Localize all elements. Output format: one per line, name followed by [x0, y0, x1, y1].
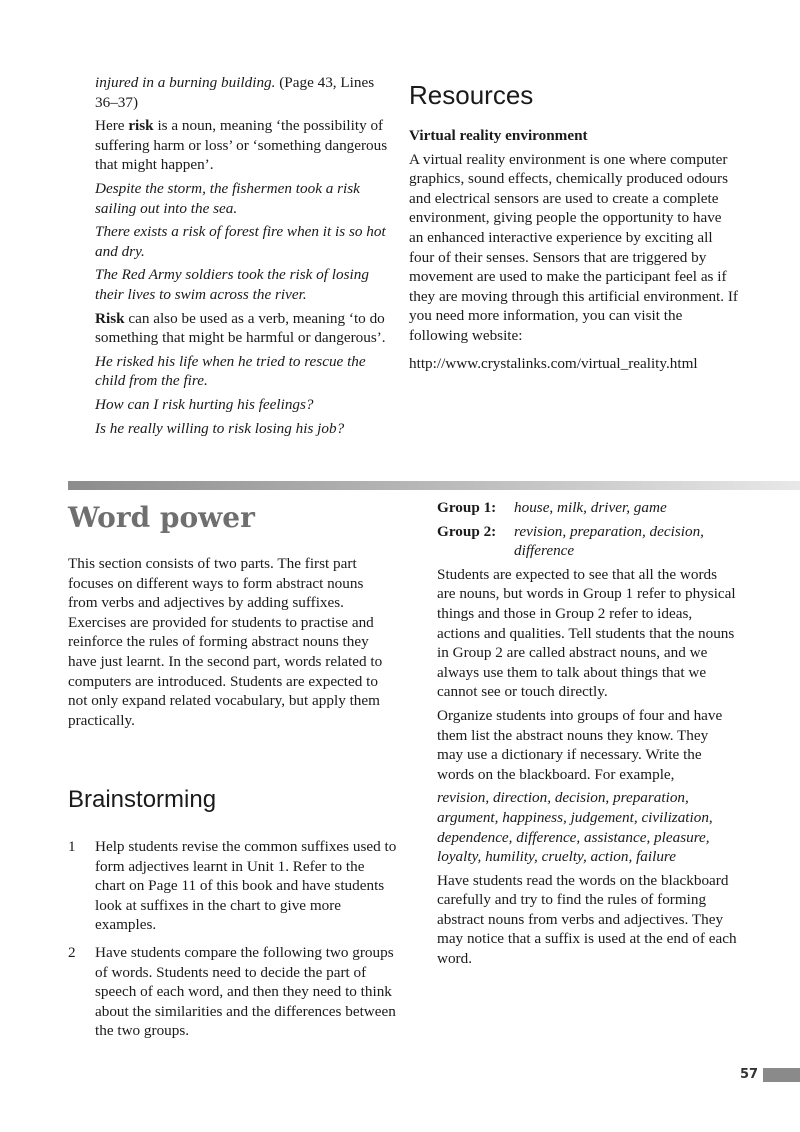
page-number: 57 — [740, 1067, 759, 1082]
verb-example: How can I risk hurting his feelings? — [95, 395, 314, 413]
word-power-intro: This section consists of two parts. The first part focuses on different ways to form abstract nouns from verbs and adjectives by adding suffixes. Exercises are provided for students to practise and reinforce the rules of forming abstract nouns they have just learnt. In the second part, words related to computers are introduced. Students are expected to not only expand related vocabulary, but apply them practically. — [68, 555, 383, 729]
brainstorming-steps — [68, 837, 398, 1049]
brainstorming-heading: Brainstorming — [68, 786, 217, 813]
step-number: 1 — [68, 838, 76, 855]
noun-intro: Here — [95, 117, 129, 135]
lead-in-sentence — [95, 73, 395, 112]
abstract-noun-examples: revision, direction, decision, preparation, argument, happiness, judgement, civilization, dependence, difference, assistance, pleasure, loyalty, humility, cruelty, action, failure — [437, 789, 713, 866]
lead-in-reference: (Page 43, Lines 36–37) — [95, 74, 375, 111]
verb-example: He risked his life when he tried to rescue the child from the fire. — [95, 352, 366, 390]
resource-url: http://www.crystalinks.com/virtual_reality.html — [409, 354, 698, 372]
risk-keyword: risk — [128, 117, 154, 135]
noun-example: The Red Army soldiers took the risk of losing their lives to swim across the river. — [95, 266, 369, 303]
noun-example: Despite the storm, the fishermen took a risk sailing out into the sea. — [95, 179, 360, 217]
risk-verb-keyword: Risk — [95, 309, 125, 327]
group-words: revision, preparation, decision, difference — [514, 522, 704, 560]
step-item — [68, 837, 398, 935]
group-label: Group 2: — [437, 522, 497, 540]
explanation-paragraph: Students are expected to see that all the words are nouns, but words in Group 1 refer to physical things and those in Group 2 refer to ideas, actions and qualities. Tell students that the nouns in Group 2 are called abstract nouns, and we always use them to talk about things that we cannot see or touch directly. — [437, 565, 736, 701]
verb-example: Is he really willing to risk losing his job? — [95, 419, 345, 437]
vr-description: A virtual reality environment is one where computer graphics, sound effects, chemically produced odours and electrical sensors are used to create a complete environment, giving people the opportunity to have an enhanced interactive experience by exciting all four of their senses. Sensors that are triggered by movement are used to make the participant feel as if they are moving through this artificial environment. If you need more information, you can visit the following website: — [409, 150, 738, 344]
word-group-row — [437, 498, 737, 518]
risk-verb-definition — [95, 309, 395, 348]
step-text: Help students revise the common suffixes used to form adjectives learnt in Unit 1. Refer to the chart on Page 11 of this book and have students look at suffixes in the chart to give more examples. — [95, 838, 397, 934]
activity-paragraph: Organize students into groups of four and have them list the abstract nouns they know. They may use a dictionary if necessary. Write the words on the blackboard. For example, — [437, 706, 723, 783]
section-divider — [68, 481, 800, 490]
group-words: house, milk, driver, game — [514, 499, 667, 516]
noun-definition-text: is a noun, meaning ‘the possibility of suffering harm or loss’ or ‘something dangerous that might happen’. — [95, 117, 388, 174]
step-item — [68, 943, 398, 1041]
step-number: 2 — [68, 943, 76, 961]
group-label: Group 1: — [437, 499, 497, 516]
rules-paragraph: Have students read the words on the blackboard carefully and try to find the rules of forming abstract nouns from verbs and adjectives. They may notice that a suffix is used at the end of each word. — [437, 871, 737, 968]
page-tab-marker — [763, 1068, 800, 1082]
step-text: Have students compare the following two groups of words. Students need to decide the part of speech of each word, and then they need to think about the similarities and the differences between the two groups. — [95, 943, 396, 1040]
abstract-nouns-column — [437, 498, 737, 969]
resources-section — [409, 80, 739, 373]
lead-in-quote: injured in a burning building. — [95, 74, 276, 91]
risk-explanation-column — [95, 73, 395, 438]
word-group-row — [437, 522, 737, 561]
word-power-heading: Word power — [68, 501, 255, 534]
noun-example: There exists a risk of forest fire when it is so hot and dry. — [95, 223, 386, 260]
risk-noun-definition — [95, 116, 395, 175]
resources-heading: Resources — [409, 80, 534, 110]
verb-definition-text: can also be used as a verb, meaning ‘to do something that might be harmful or dangerous’. — [95, 309, 386, 347]
vr-subheading: Virtual reality environment — [409, 127, 588, 144]
